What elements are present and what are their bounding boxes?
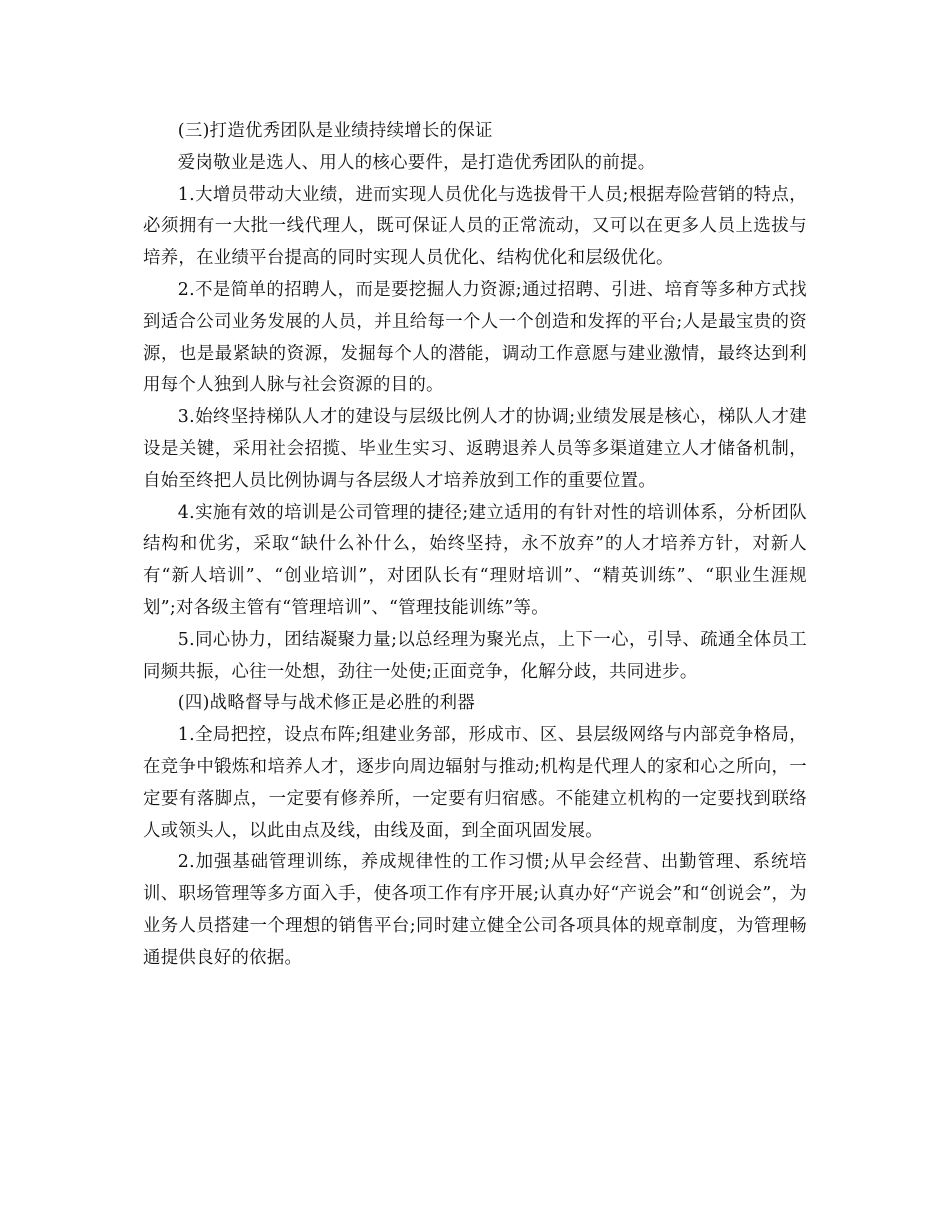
paragraph-item-2: 2.不是简单的招聘人，而是要挖掘人力资源;通过招聘、引进、培育等多种方式找到适合公司业务发展的人员，并且给每一个人一个创造和发挥的平台;人是最宝贵的资源，也是最紧缺的资源，发掘每个人的潜能，调动工作意愿与建业激情，最终达到利用每个人独到人脉与社会资源的目的。 [143, 279, 807, 396]
paragraph-item-1: 1.大增员带动大业绩，进而实现人员优化与选拔骨干人员;根据寿险营销的特点，必须拥有一大批一线代理人，既可保证人员的正常流动，又可以在更多人员上选拔与培养，在业绩平台提高的同时实现人员优化、结构优化和层级优化。 [143, 184, 807, 269]
paragraph-item-3: 3.始终坚持梯队人才的建设与层级比例人才的协调;业绩发展是核心，梯队人才建设是关键，采用社会招揽、毕业生实习、返聘退养人员等多渠道建立人才储备机制，自始至终把人员比例协调与各层级人才培养放到工作的重要位置。 [143, 407, 807, 491]
section-heading-4: (四)战略督导与战术修正是必胜的利器 [177, 693, 476, 714]
paragraph-item-4: 4.实施有效的培训是公司管理的捷径;建立适用的有针对性的培训体系，分析团队结构和优劣，采取“缺什么补什么，始终坚持，永不放弃”的人才培养方针，对新人有“新人培训”、“创业培训”，对团队长有“理财培训”、“精英训练”、“职业生涯规划”;对各级主管有“管理培训”、“管理技能训练”等。 [143, 502, 807, 618]
paragraph-strategy-2: 2.加强基础管理训练，养成规律性的工作习惯;从早会经营、出勤管理、系统培训、职场管理等多方面入手，使各项工作有序开展;认真办好“产说会”和“创说会”，为业务人员搭建一个理想的销售平台;同时建立健全公司各项具体的规章制度，为管理畅通提供良好的依据。 [143, 852, 807, 968]
document-body [143, 116, 807, 975]
paragraph-intro: 爱岗敬业是选人、用人的核心要件，是打造优秀团队的前提。 [177, 152, 656, 173]
section-heading-3: (三)打造优秀团队是业绩持续增长的保证 [177, 121, 493, 141]
paragraph-strategy-1: 1.全局把控，设点布阵;组建业务部，形成市、区、县层级网络与内部竞争格局，在竞争中锻炼和培养人才，逐步向周边辐射与推动;机构是代理人的家和心之所向，一定要有落脚点，一定要有修养所，一定要有归宿感。不能建立机构的一定要找到联络人或领头人，以此由点及线，由线及面，到全面巩固发展。 [143, 725, 807, 841]
paragraph-item-5: 5.同心协力，团结凝聚力量;以总经理为聚光点，上下一心，引导、疏通全体员工同频共振，心往一处想，劲往一处使;正面竞争，化解分歧，共同进步。 [143, 629, 807, 682]
